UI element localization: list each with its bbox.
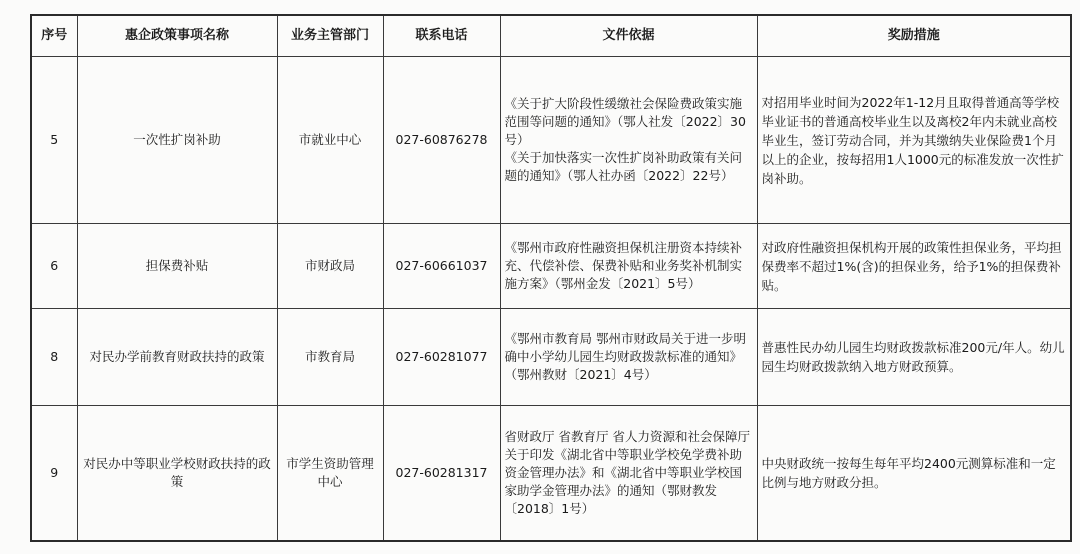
header-reward: 奖励措施 — [757, 15, 1071, 57]
cell-phone: 027-60281077 — [383, 309, 500, 406]
cell-seq: 6 — [31, 224, 77, 309]
table-row — [31, 224, 1071, 309]
reward-text: 中央财政统一按每生每年平均2400元测算标准和一定比例与地方财政分担。 — [761, 456, 1056, 490]
table-row — [31, 406, 1071, 542]
document-reference: 《鄂州市政府性融资担保机注册资本持续补充、代偿补偿、保费补贴和业务奖补机制实施方案》（鄂州金发〔2021〕5号） — [504, 240, 743, 291]
header-seq: 序号 — [31, 15, 77, 57]
cell-policy-name: 担保费补贴 — [77, 224, 277, 309]
cell-department: 市教育局 — [277, 309, 383, 406]
header-phone: 联系电话 — [383, 15, 500, 57]
cell-department: 市财政局 — [277, 224, 383, 309]
cell-seq: 5 — [31, 57, 77, 224]
document-reference: 《鄂州市教育局 鄂州市财政局关于进一步明确中小学幼儿园生均财政拨款标准的通知》（鄂州教财〔2021〕4号） — [504, 331, 746, 382]
cell-phone: 027-60876278 — [383, 57, 500, 224]
cell-department: 市学生资助管理中心 — [277, 406, 383, 542]
reward-text: 对招用毕业时间为2022年1-12月且取得普通高等学校毕业证书的普通高校毕业生以及离校2年内未就业高校毕业生，签订劳动合同，并为其缴纳失业保险费1个月以上的企业，按每招用1人1000元的标准发放一次性扩岗补助。 — [761, 94, 1064, 186]
cell-department: 市就业中心 — [277, 57, 383, 224]
table-row — [31, 309, 1071, 406]
document-reference: 《关于加快落实一次性扩岗补助政策有关问题的通知》（鄂人社办函〔2022〕22号） — [504, 150, 743, 183]
cell-reward — [757, 57, 1071, 224]
cell-documents — [500, 57, 757, 224]
reward-text: 普惠性民办幼儿园生均财政拨款标准200元/年人。幼儿园生均财政拨款纳入地方财政预算。 — [761, 340, 1065, 374]
document-reference: 《关于扩大阶段性缓缴社会保险费政策实施范围等问题的通知》（鄂人社发〔2022〕30号） — [504, 96, 746, 147]
table-header-row — [31, 15, 1071, 57]
table-row — [31, 57, 1071, 224]
cell-reward — [757, 309, 1071, 406]
document-reference: 省财政厅 省教育厅 省人力资源和社会保障厅关于印发《湖北省中等职业学校免学费补助资金管理办法》和《湖北省中等职业学校国家助学金管理办法》的通知（鄂财教发〔2018〕1号） — [504, 429, 750, 516]
cell-policy-name: 一次性扩岗补助 — [77, 57, 277, 224]
cell-documents — [500, 224, 757, 309]
reward-text: 对政府性融资担保机构开展的政策性担保业务，平均担保费率不超过1%(含)的担保业务，给予1%的担保费补贴。 — [761, 239, 1062, 293]
cell-seq: 8 — [31, 309, 77, 406]
policy-table — [30, 14, 1072, 542]
cell-phone: 027-60281317 — [383, 406, 500, 542]
cell-reward — [757, 406, 1071, 542]
cell-documents — [500, 406, 757, 542]
cell-reward — [757, 224, 1071, 309]
cell-policy-name: 对民办学前教育财政扶持的政策 — [77, 309, 277, 406]
header-policy-name: 惠企政策事项名称 — [77, 15, 277, 57]
header-department: 业务主管部门 — [277, 15, 383, 57]
cell-seq: 9 — [31, 406, 77, 542]
cell-policy-name: 对民办中等职业学校财政扶持的政策 — [77, 406, 277, 542]
header-documents: 文件依据 — [500, 15, 757, 57]
cell-phone: 027-60661037 — [383, 224, 500, 309]
cell-documents — [500, 309, 757, 406]
